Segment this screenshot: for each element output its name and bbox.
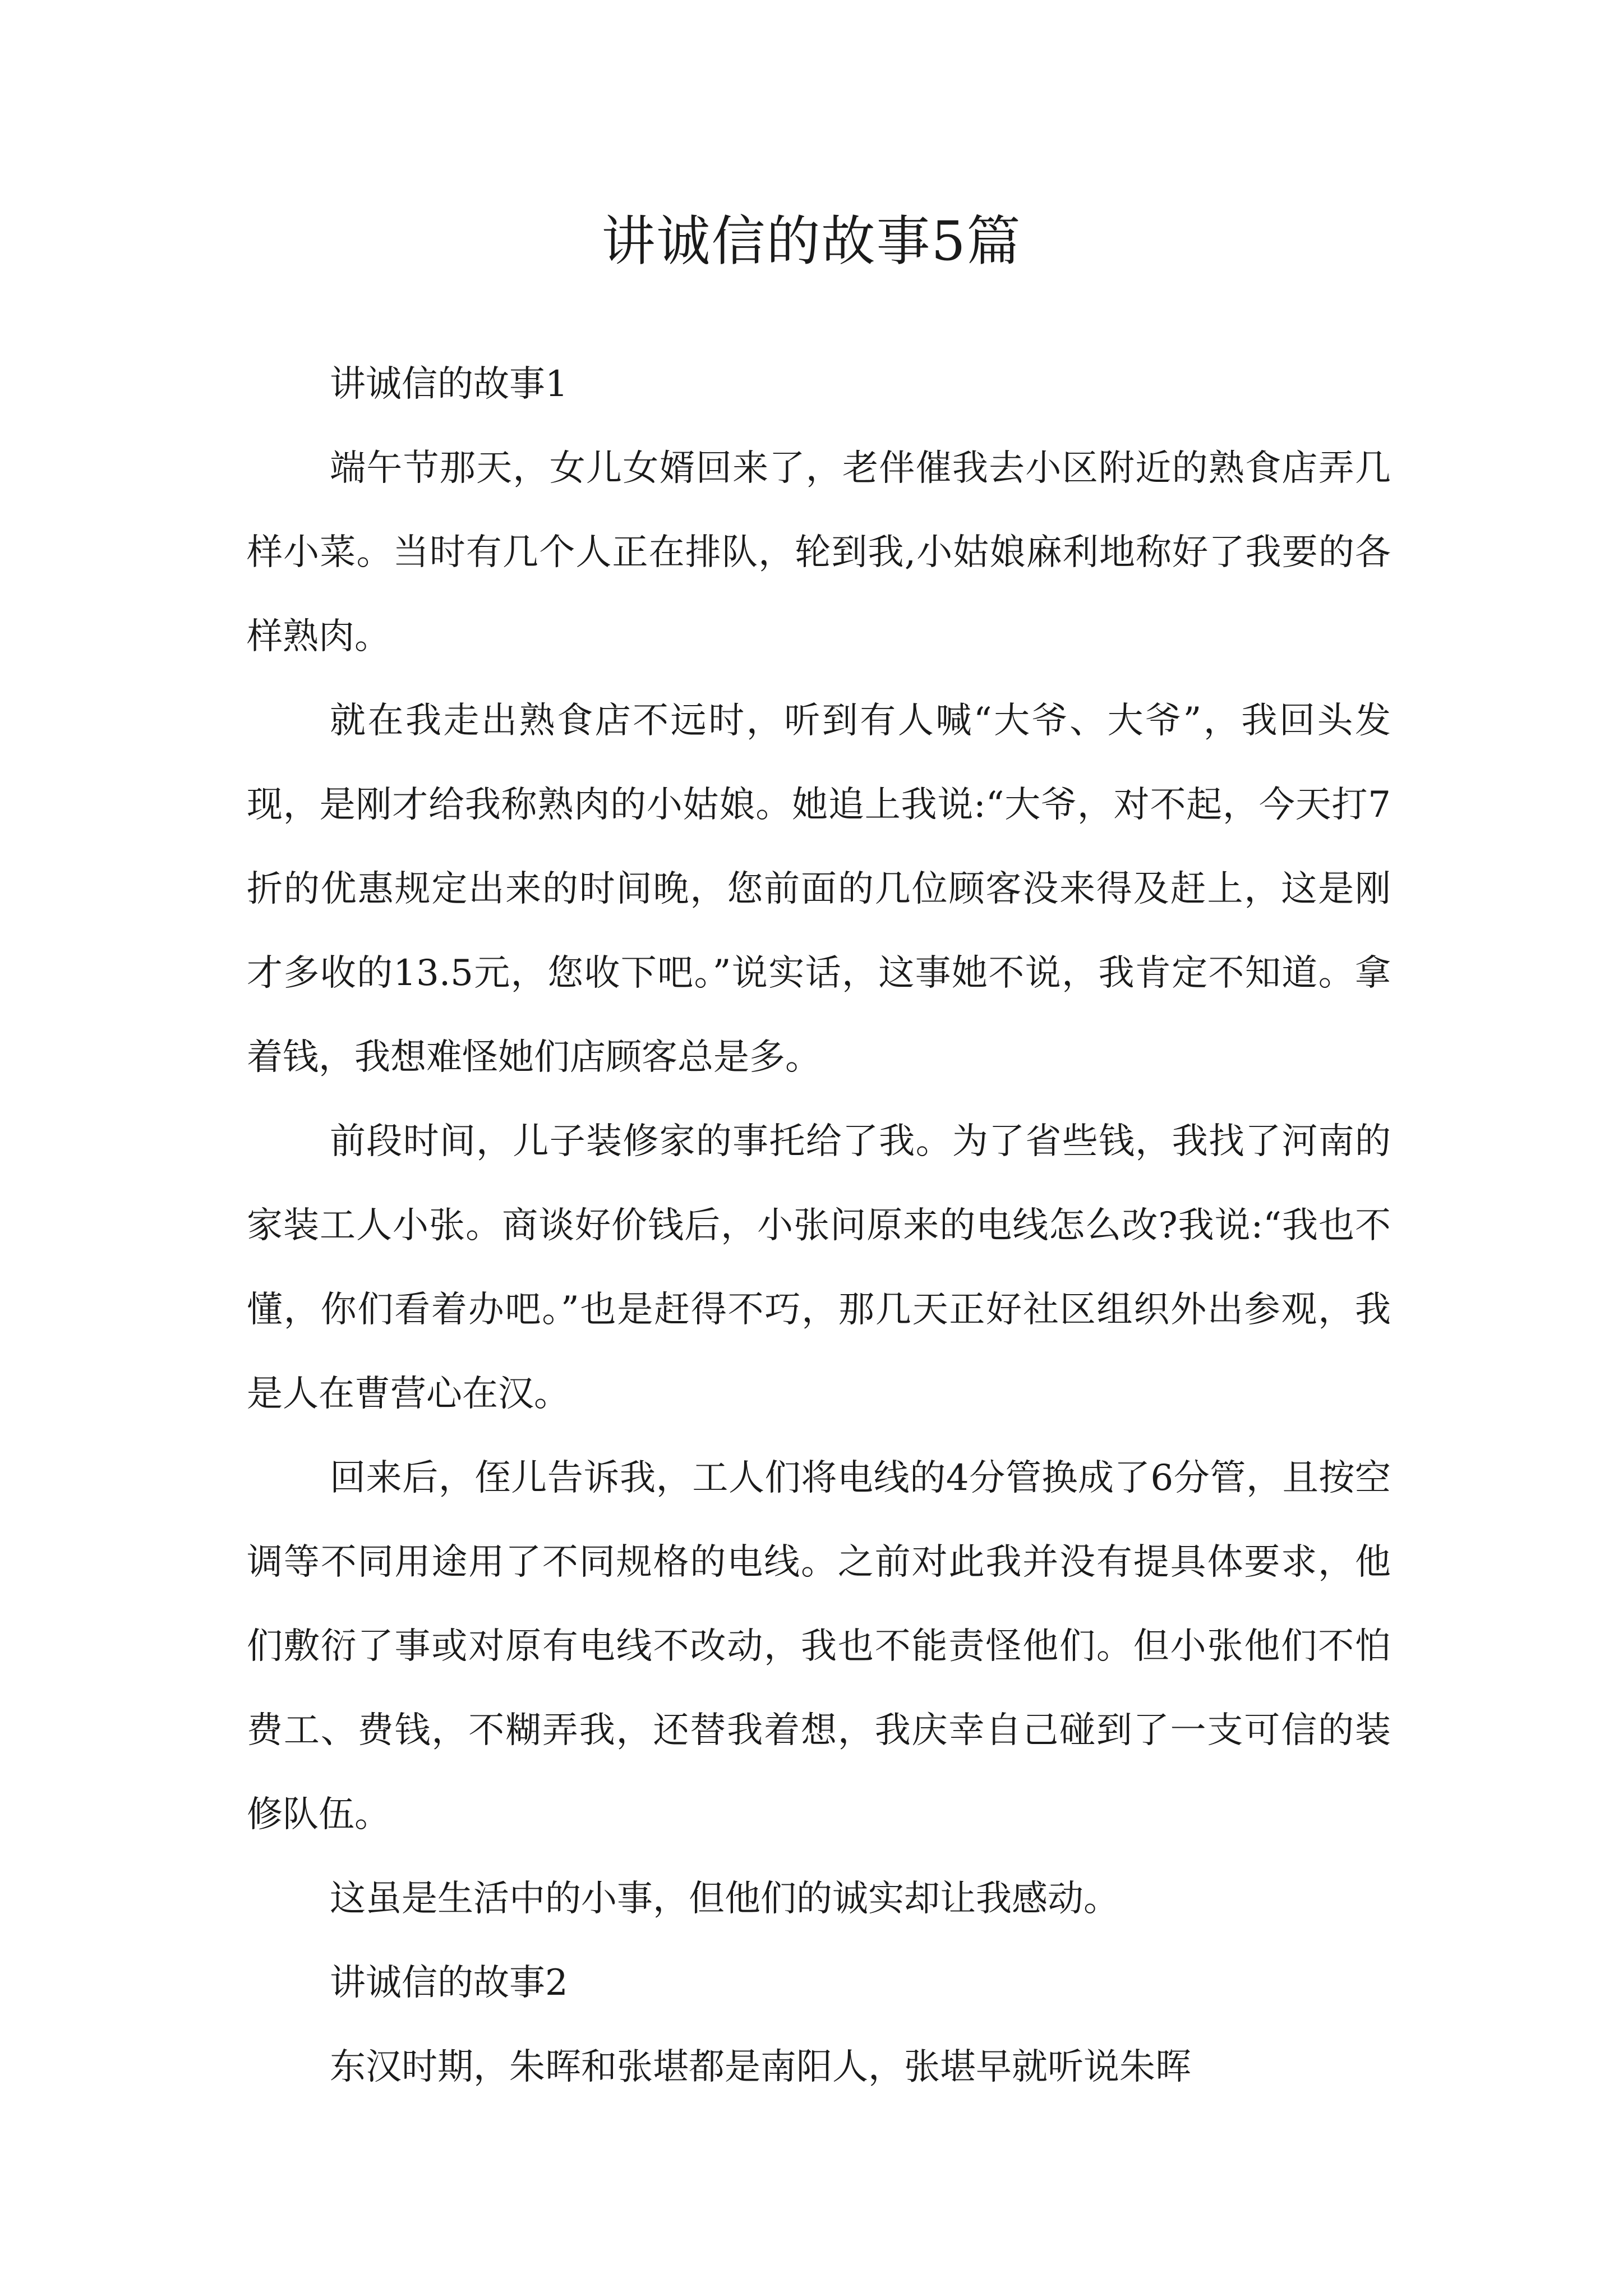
paragraph: 东汉时期，朱晖和张堪都是南阳人，张堪早就听说朱晖 [330, 2046, 1191, 2088]
document-title: 讲诚信的故事5篇 [601, 210, 1022, 273]
paragraph: 端午节那天，女儿女婿回来了，老伴催我去小区附近的熟食店弄几样小菜。当时有几个人正在排队，轮到我,小姑娘麻利地称好了我要的各样熟肉。 [247, 448, 1391, 657]
document-body [247, 342, 1391, 2109]
section-heading: 讲诚信的故事1 [330, 364, 568, 405]
section-heading: 讲诚信的故事2 [330, 1962, 568, 2004]
paragraph: 就在我走出熟食店不远时，听到有人喊“大爷、大爷”，我回头发现，是刚才给我称熟肉的小姑娘。她追上我说:“大爷，对不起，今天打7折的优惠规定出来的时间晚，您前面的几位顾客没来得及赶上，这是刚才多收的13.5元，您收下吧。”说实话，这事她不说，我肯定不知道。拿着钱，我想难怪她们店顾客总是多。 [247, 700, 1391, 1078]
paragraph: 回来后，侄儿告诉我，工人们将电线的4分管换成了6分管，且按空调等不同用途用了不同规格的电线。之前对此我并没有提具体要求，他们敷衍了事或对原有电线不改动，我也不能责怪他们。但小张他们不怕费工、费钱，不糊弄我，还替我着想，我庆幸自己碰到了一支可信的装修队伍。 [247, 1457, 1391, 1835]
paragraph: 这虽是生活中的小事，但他们的诚实却让我感动。 [330, 1878, 1119, 1920]
paragraph: 前段时间，儿子装修家的事托给了我。为了省些钱，我找了河南的家装工人小张。商谈好价钱后，小张问原来的电线怎么改?我说:“我也不懂，你们看着办吧。”也是赶得不巧，那几天正好社区组织外出参观，我是人在曹营心在汉。 [247, 1121, 1391, 1415]
